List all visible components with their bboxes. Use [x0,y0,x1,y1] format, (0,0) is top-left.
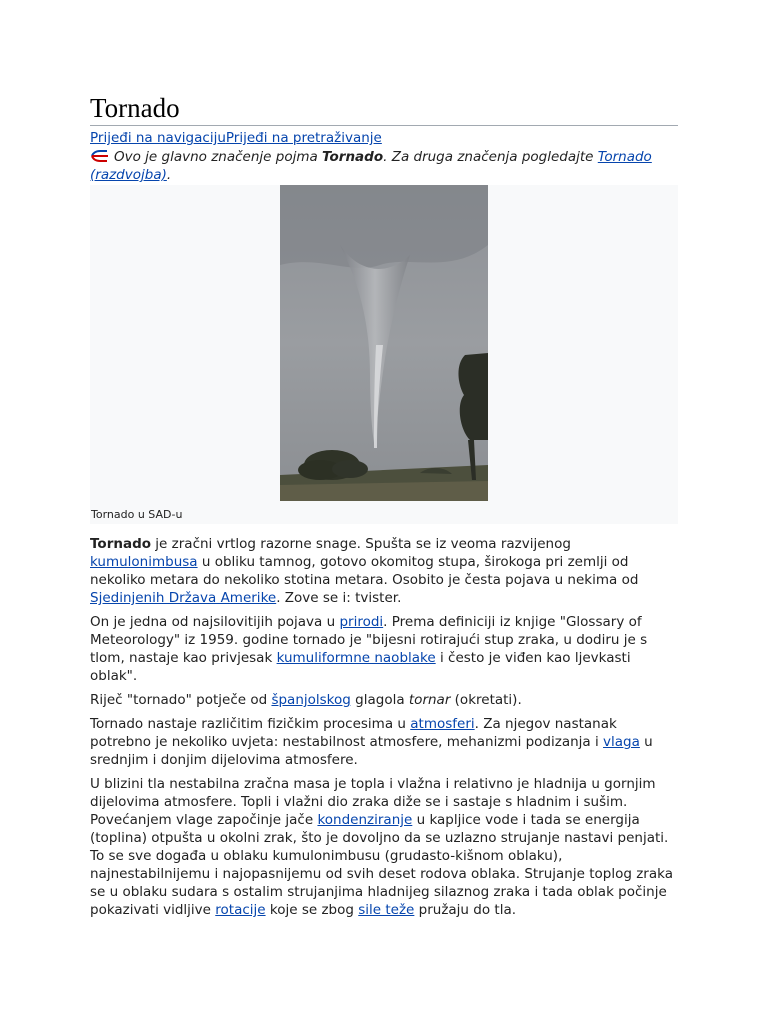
text-run: . Prema definiciji iz knjige "Glossary of Meteorology" iz 1959. godine tornado je "bijesni rotirajući stup zraka, u dodiru je s tlom, nastaje kao privjesak [90,614,648,666]
paragraph-nature [90,613,678,685]
text-run: glagola [350,692,409,708]
link-sile-teze[interactable]: sile teže [358,902,415,918]
text-run: koje se zbog [265,902,359,918]
jump-to-navigation-link[interactable]: Prijeđi na navigaciju [90,130,226,146]
figure-caption: Tornado u SAD-u [91,508,183,521]
page-title: Tornado [90,92,678,126]
tornado-photo[interactable] [280,185,488,501]
paragraph-formation [90,715,678,769]
text-run: . Za njegov nastanak potrebno je nekoliko uvjeta: nestabilnost atmosfere, mehanizmi podizanja i [90,716,617,750]
link-spanjolskog[interactable]: španjolskog [271,692,351,708]
text-run: U blizini tla nestabilna zračna masa je topla i vlažna i relativno je hladnija u gornjim dijelovima atmosfere. Topli i vlažni dio zraka diže se i sastaje s hladnim i sušim. Povećanjem vlage započinje jače [90,776,656,828]
text-run: pružaju do tla. [414,902,517,918]
hatnote [90,148,678,184]
text-run: (okretati). [450,692,522,708]
jump-to-search-link[interactable]: Prijeđi na pretraživanje [225,130,382,146]
text-run: je zračni vrtlog razorne snage. Spušta se iz veoma razvijenog [151,536,571,552]
link-prirodi[interactable]: prirodi [339,614,384,630]
text-run: Tornado nastaje različitim fizičkim procesima u [90,716,411,732]
disambiguation-arrow-icon [90,150,110,162]
link-rotacije[interactable]: rotacije [215,902,266,918]
jump-links [90,129,678,147]
hatnote-text-1: Ovo je glavno značenje pojma [114,149,323,165]
text-run: . Zove se i: tvister. [276,590,402,606]
disambiguation-link[interactable]: Tornado (razdvojba) [90,149,652,183]
link-vlaga[interactable]: vlaga [603,734,640,750]
term-bold: Tornado [90,536,152,552]
article [90,92,678,919]
italic-term: tornar [408,692,451,708]
paragraph-etymology [90,691,678,709]
hatnote-term: Tornado [322,149,384,165]
link-kondenziranje[interactable]: kondenziranje [317,812,413,828]
link-atmosferi[interactable]: atmosferi [410,716,475,732]
link-kumuliformne-naoblake[interactable]: kumuliformne naoblake [276,650,436,666]
link-sad[interactable]: Sjedinjenih Država Amerike [90,590,277,606]
text-run: u obliku tamnog, gotovo okomitog stupa, širokoga pri zemlji od nekoliko metara do nekoliko stotina metara. Osobito je česta pojava u nekima od [90,554,639,588]
text-run: u srednjim i donjim dijelovima atmosfere. [90,734,653,768]
figure [90,185,678,524]
text-run: u kapljice vode i tada se energija (toplina) otpušta u okolni zrak, što je dovoljno da se uzlazno strujanje nastavi penjati. To se sve događa u oblaku kumulonimbusu (grudasto-kišnom oblaku), najnestabilnijemu i najopasnijemu od svih deset rodova oblaka. Strujanje toplog zraka se u oblaku sudara s ostalim strujanjima hladnijeg silaznog zraka i tada oblak počinje pokazivati vidljive [90,812,673,918]
paragraph-definition [90,535,678,607]
link-kumulonimbusa[interactable]: kumulonimbusa [90,554,198,570]
text-run: Riječ "tornado" potječe od [90,692,272,708]
text-run: i često je viđen kao ljevkasti oblak". [90,650,631,684]
paragraph-process [90,775,678,919]
text-run: On je jedna od najsilovitijih pojava u [90,614,340,630]
hatnote-text-2: . Za druga značenja pogledajte [383,149,598,165]
hatnote-text-3: . [166,167,172,183]
